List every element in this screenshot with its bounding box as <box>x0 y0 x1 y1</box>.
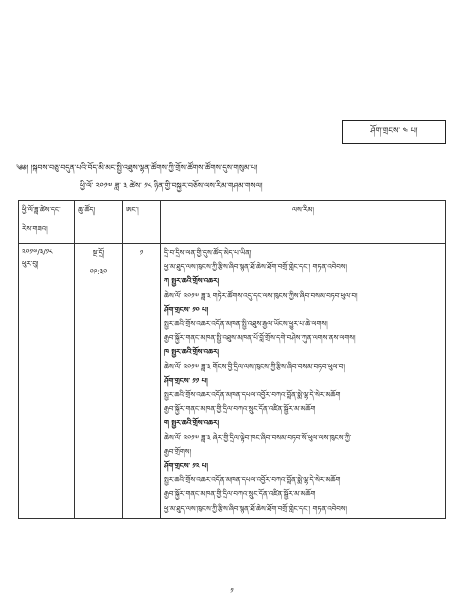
agenda-line: ཁ སྤྱར་ཆའི་གྲོས་འཆར། <box>164 348 219 357</box>
table-header-row <box>19 201 446 244</box>
date-cell <box>19 244 75 519</box>
agenda-line: རྒྱབ་སྐྱོར་གནང་མཁན་གྱི་དྲིལ་བཀའ་སྲུང་དོན་འཛིན་སྦྱོར་མ་མཆོག <box>164 490 316 499</box>
agenda-line: ཆེས་ལོ་ ༢༠༡༧ ཟླ་༣ གོངས་བྱི་དྲིལ་ལས་ཁུངས་ཀྱི་རྩིས་ཞིབ་བསམ་བཏབ་ཕུལ་བ། <box>164 362 345 371</box>
agenda-line: རྒྱབ་གྲོགས། <box>164 447 192 456</box>
agenda-line: སྤྱར་ཆའི་གྲོས་འཆར་འདོན་མཁན་དཔལ་འབྱོར་བཀའ་བློན་སྨེ་ལྷ་དེ་སེར་མཆོག <box>164 391 341 400</box>
header-time: ཆུ་ཚོད། <box>75 201 123 244</box>
agenda-line: ཀ སྤྱར་ཆའི་གྲོས་འཆར། <box>164 277 220 286</box>
agenda-line: ཤོག་གྲངས་ ༡༠ པ། <box>164 305 209 314</box>
number-cell: ༡ <box>123 244 161 519</box>
document-subtitle: ཕྱི་ལོ་ ༢༠༡༧ ཟླ་ ༣ ཚེས་ ༡༨ ཉིན་གྱི་བསྐྱར་བཅོས་ལས་རིམ་གཤམ་གསལ། <box>80 181 263 190</box>
document-title: ༄༅། །སྐབས་བཅུ་བདུན་པའི་བོད་མི་མང་སྤྱི་འཐུས་ལྷན་ཚོགས་ཀྱི་གྲོས་ཚོགས་ཚོགས་དུས་གསུམ་པ། <box>16 163 258 172</box>
header-date: ཕྱི་ལོ་ཟླ་ཚེས་དང་ རེས་གཟའ། <box>19 201 75 244</box>
table-row <box>19 244 446 519</box>
weekday-value: ཕུར་བུ། <box>22 260 39 268</box>
schedule-table <box>18 200 446 519</box>
agenda-line: ཕྱ་མ་ཐུད་ལས་ཁུངས་ཀྱི་རྩིས་ཞིབ་སྙན་ཐོ་ཆེས་ཐོག་བགྲོ་གླེང་དང་། གཏན་འབེབས། <box>164 263 347 272</box>
time-cell <box>75 244 123 519</box>
agenda-line: ཆེས་ལོ་ ༢༠༡༧ ཟླ་༣ གཏེར་ཚོགས་འདུ་དང་ལས་ཁུངས་ཀྱིས་ཞིབ་བསམ་བཏབ་ཕུལ་བ། <box>164 291 358 300</box>
page-footer-number: ༡ <box>230 587 234 595</box>
time-value: ༠༩:༣༠ <box>89 268 108 276</box>
agenda-line: རྒྱབ་སྐྱོར་གནང་མཁན་གྱི་དྲིལ་བཀའ་སྲུང་དོན་འཛིན་སྦྱོར་མ་མཆོག <box>164 405 316 414</box>
agenda-line: སྤྱར་ཆའི་གྲོས་འཆར་འདོན་མཁན་དཔལ་འབྱོར་བཀའ་བློན་སྨེ་ལྷ་དེ་སེར་མཆོག <box>164 476 341 485</box>
date-value: ༢༠༡༧/༣/༡༨ <box>22 248 53 256</box>
page-number-tag: ཤོག་གྲངས་ ༤ པ། <box>342 120 446 144</box>
header-agenda: ལས་རིམ། <box>161 201 446 244</box>
agenda-line: ཕྱ་མ་ཐུད་ལས་ཁུངས་ཀྱི་རྩིས་ཞིབ་སྙན་ཐོ་ཆེས་ཐོག་བགྲོ་གླེང་དང་། གཏན་འབེབས། <box>164 504 347 513</box>
agenda-line: དྲི་བ་དྲིས་ལན་གྱི་དུས་ཚོད་མེད་པ་ཡིན། <box>164 249 252 257</box>
agenda-line: ཆེས་ལོ་ ༢༠༡༧ ཟླ་༣ ཞེར་གྱི་དྲིལ་ལྟེབ་ཁང་ཞིབ་བསམ་བཏབ་སོ་ཕུལ་ལས་ཁུངས་ཀྱི་ <box>164 433 352 442</box>
agenda-line: ཤོག་གྲངས་ ༡༡ པ། <box>164 376 208 385</box>
agenda-cell <box>161 244 446 519</box>
agenda-line: སྤྱར་ཆའི་གྲོས་འཆར་འདོན་མཁན་སྤྱི་འཐུས་རྒྱལ་ཡོངས་ཕྱུར་པ་ཆེ་ལགས། <box>164 320 328 329</box>
time-label: སྔ་དྲོ། <box>92 249 105 257</box>
header-number: ཨང་། <box>123 201 161 244</box>
agenda-line: ཤོག་གྲངས་ ༡༢ པ། <box>164 462 208 471</box>
agenda-line: རྒྱབ་སྐྱོར་གནང་མཁན་སྤྱི་འཐུས་མཁན་པོ་བློ་གྲོས་དགེ་བཤེས་ཀུན་ལགས་ནས་ལགས། <box>164 334 356 343</box>
agenda-line: ག སྤྱར་ཆའི་གྲོས་འཆར། <box>164 419 220 428</box>
